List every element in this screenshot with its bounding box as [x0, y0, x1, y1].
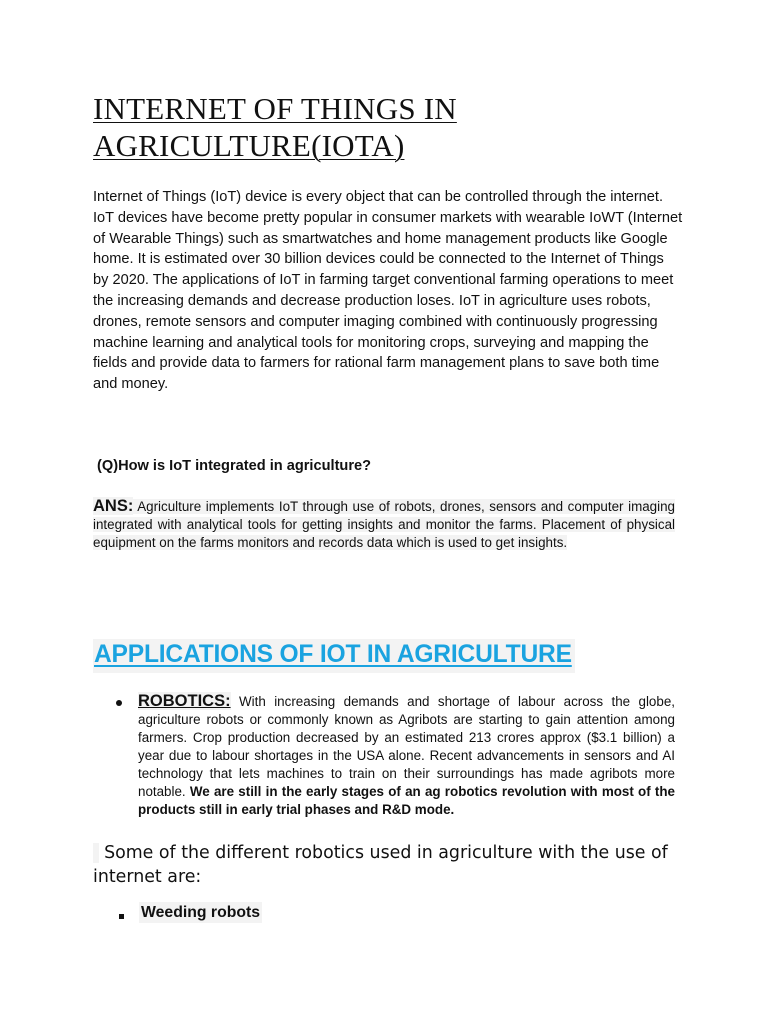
section-heading: APPLICATIONS OF IOT IN AGRICULTURE: [93, 639, 575, 673]
square-bullet-icon: [119, 914, 124, 919]
list-item: [93, 904, 262, 922]
answer-text: Agriculture implements IoT through use of robots, drones, sensors and computer imaging integrated with analytical tools for getting insights and monitor the farms. Placement of physical equipment on the farms monitors and records data which is used to get insights.: [93, 499, 675, 550]
bullet-body: With increasing demands and shortage of labour across the globe, agriculture robots or commonly known as Agribots are starting to gain attention among farmers. Crop production decreased by an estimated 213 crores approx ($3.1 billion) a year due to labour shortages in the USA alone. Recent advancements in sensors and AI technology that lets machines to train on their surroundings has made agribots more notable.: [138, 694, 675, 799]
answer-paragraph: [93, 497, 675, 552]
intro-paragraph: Internet of Things (IoT) device is every object that can be controlled through the internet. IoT devices have become pretty popular in consumer markets with wearable IoWT (Internet of Wearable Things) such as smartwatches and home management products like Google home. It is estimated over 30 billion devices could be connected to the Internet of Things by 2020. The applications of IoT in farming target conventional farming operations to meet the increasing demands and decrease production loses. IoT in agriculture uses robots, drones, remote sensors and computer imaging combined with continuously progressing machine learning and analytical tools for monitoring crops, surveying and mapping the fields and provide data to farmers for rational farm management plans to save both time and money.: [93, 189, 683, 393]
bullet-bold-text: We are still in the early stages of an ag robotics revolution with most of the products still in early trial phases and R&D mode.: [138, 784, 675, 817]
title-line-1: INTERNET OF THINGS IN: [93, 91, 457, 126]
sub-item-label: Weeding robots: [141, 904, 261, 921]
bullet-paragraph: [138, 692, 675, 819]
robotics-types-list: [93, 904, 262, 922]
document-title: [93, 90, 653, 164]
bullet-dot-icon: [116, 700, 122, 706]
sub-paragraph: [93, 841, 683, 889]
list-item: [93, 692, 675, 819]
question-text: (Q)How is IoT integrated in agriculture?: [97, 458, 372, 474]
applications-list: [93, 692, 675, 819]
title-line-2: AGRICULTURE(IOTA): [93, 128, 405, 163]
answer-label: ANS:: [93, 497, 134, 515]
bullet-label: ROBOTICS:: [138, 692, 231, 710]
sub-paragraph-text: Some of the different robotics used in agriculture with the use of internet are:: [93, 843, 668, 887]
